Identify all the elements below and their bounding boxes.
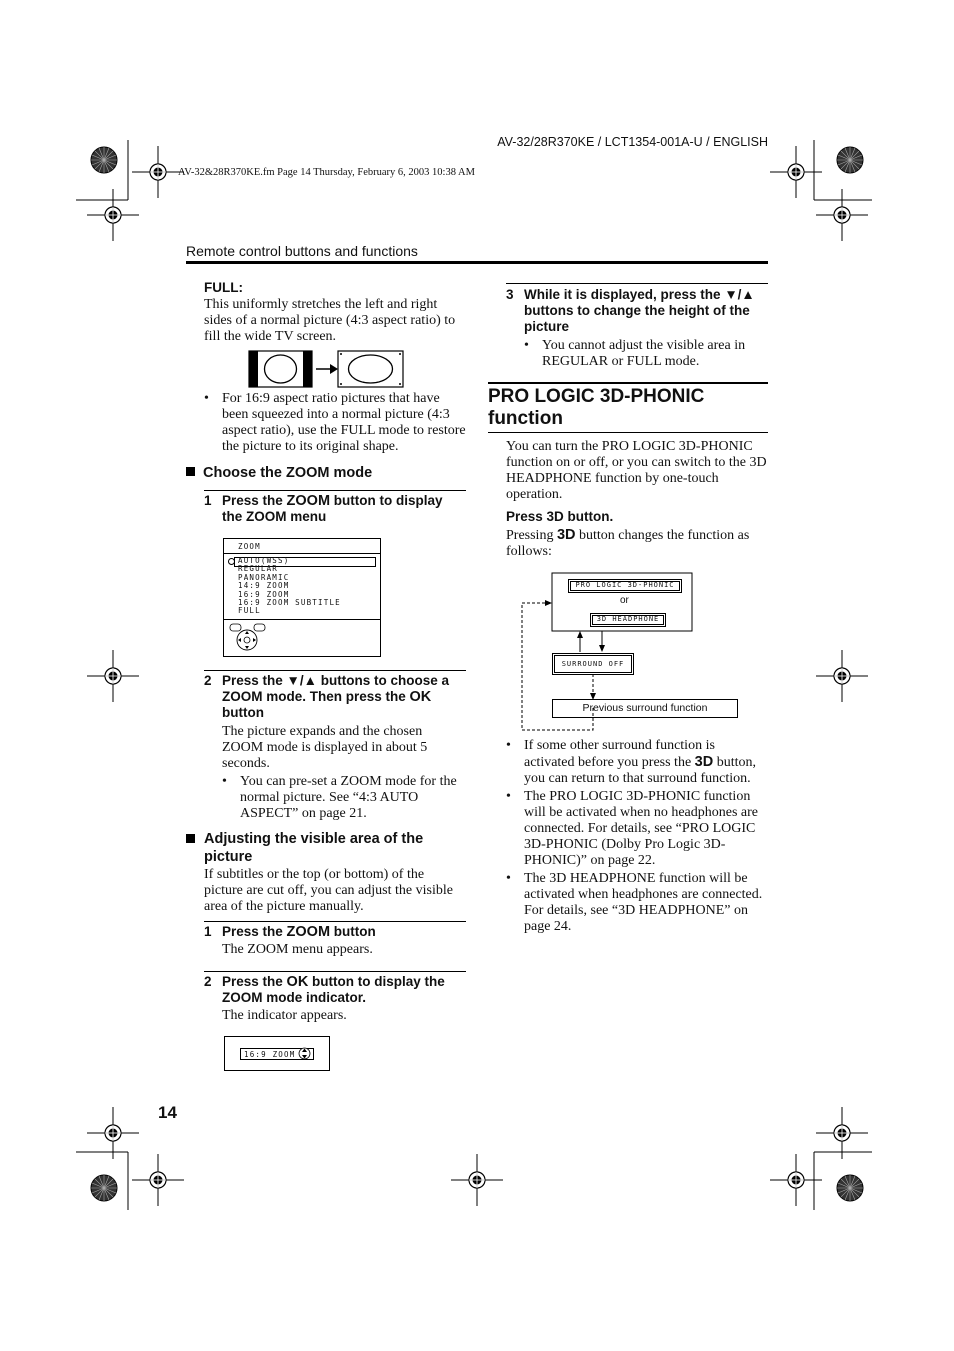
- zoom-menu-item: FULL: [238, 606, 261, 616]
- or-label: or: [620, 595, 629, 606]
- step-3-bullet: [524, 338, 768, 370]
- bullet-dot: •: [506, 871, 511, 886]
- file-info: AV-32&28R370KE.fm Page 14 Thursday, February 6, 2003 10:38 AM: [178, 167, 475, 178]
- header-rule: [186, 261, 768, 264]
- bullet-dot: •: [506, 789, 511, 804]
- pro-logic-bullet-1: • If some other surround function is activated before you press the 3D button, you can return to that surround function.: [506, 738, 756, 786]
- surround-off-label: SURROUND OFF: [552, 653, 634, 675]
- page-number: 14: [158, 1103, 177, 1122]
- zoom-step-2-text: The picture expands and the chosen ZOOM mode is displayed in about 5 seconds.: [222, 724, 428, 771]
- adjust-text: If subtitles or the top (or bottom) of the picture are cut off, you can adjust the visible area of the picture manually.: [204, 867, 453, 914]
- step-rule: [204, 670, 466, 671]
- zoom-indicator-label: 16:9 ZOOM: [240, 1048, 314, 1060]
- choose-zoom-heading: Choose the ZOOM mode: [186, 465, 372, 481]
- pro-logic-3d-phonic-label: PRO LOGIC 3D-PHONIC: [568, 579, 682, 593]
- zoom-step-2: 2 Press the ▼/▲ buttons to choose a ZOOM mode. Then press the OK button: [204, 673, 450, 720]
- full-heading: FULL:: [204, 280, 243, 295]
- zoom-step-2-bullet: [222, 774, 466, 822]
- press-3d-heading: Press 3D button.: [506, 509, 614, 524]
- square-bullet-icon: [186, 467, 195, 476]
- zoom-menu-divider: [224, 553, 380, 554]
- pro-logic-text: You can turn the PRO LOGIC 3D-PHONIC function on or off, or you can switch to the 3D HEADPHONE function by one-touch operation.: [506, 439, 767, 502]
- pro-logic-bullet-2: • The PRO LOGIC 3D-PHONIC function will be activated when no headphones are connected. For details, see “PRO LOGIC 3D-PHONIC (Dolby Pro Logic 3D-PHONIC)” on page 22.: [506, 789, 759, 868]
- bullet-dot: •: [222, 774, 227, 789]
- zoom-menu-item: 14:9 ZOOM: [238, 581, 290, 591]
- step-3-bullet-text: You cannot adjust the visible area in REGULAR or FULL mode.: [542, 338, 746, 369]
- adjust-step-3: 3 While it is displayed, press the ▼/▲ buttons to change the height of the picture: [506, 287, 755, 334]
- aspect-illustration: [248, 349, 408, 389]
- pro-logic-bullet-3: • The 3D HEADPHONE function will be activated when headphones are connected. For details, see “3D HEADPHONE” on page 24.: [506, 871, 763, 934]
- adjust-step-2-text: The indicator appears.: [222, 1008, 347, 1023]
- zoom-indicator-screen: [224, 1036, 330, 1071]
- full-bullet-text: For 16:9 aspect ratio pictures that have been squeezed into a normal picture (4:3 aspect ratio), use the FULL mode to restore the picture to its original shape.: [222, 391, 466, 454]
- zoom-step-1: 1 Press the ZOOM button to display the ZOOM menu: [204, 493, 443, 524]
- section-title: Remote control buttons and functions: [186, 243, 418, 259]
- zoom-menu-divider-2: [224, 619, 380, 620]
- zoom-menu-item: 16:9 ZOOM SUBTITLE: [238, 598, 341, 608]
- bullet-dot: •: [506, 738, 511, 753]
- zoom-step-2-bullet-text: You can pre-set a ZOOM mode for the normal picture. See “4:3 AUTO ASPECT” on page 21.: [240, 774, 457, 821]
- surround-flow-diagram: [520, 572, 740, 732]
- remote-buttons-icon: [229, 623, 269, 653]
- selection-cursor-icon: [228, 558, 235, 565]
- zoom-menu-item: AUTO(WSS): [238, 556, 290, 565]
- zoom-menu-title: ZOOM: [238, 542, 261, 551]
- adjust-step-2: 2 Press the OK button to display the ZOOM mode indicator.: [204, 974, 445, 1005]
- square-bullet-icon: [186, 834, 195, 843]
- bullet-dot: •: [204, 391, 209, 406]
- full-bullet: [204, 391, 466, 455]
- step-rule: [204, 921, 466, 922]
- zoom-menu-item: REGULAR: [238, 564, 279, 574]
- title-rule-bottom: [488, 432, 768, 433]
- bullet-dot: •: [524, 338, 529, 353]
- press-3d-text: Pressing 3D button changes the function as follows:: [506, 527, 750, 559]
- zoom-menu-screen: [223, 538, 381, 657]
- zoom-menu-list: [238, 557, 341, 616]
- adjust-step-1-text: The ZOOM menu appears.: [222, 942, 373, 957]
- adjust-step-1: 1 Press the ZOOM button: [204, 924, 376, 940]
- zoom-menu-item: 16:9 ZOOM: [238, 589, 290, 599]
- step-rule: [506, 283, 768, 284]
- up-down-arrows-icon: [298, 1047, 311, 1060]
- title-rule-top: [488, 382, 768, 384]
- pro-logic-title: PRO LOGIC 3D-PHONIC function: [488, 386, 705, 429]
- full-text: This uniformly stretches the left and right sides of a normal picture (4:3 aspect ratio) to fill the wide TV screen.: [204, 297, 456, 344]
- zoom-menu-item: PANORAMIC: [238, 572, 290, 582]
- 3d-headphone-label: 3D HEADPHONE: [590, 613, 666, 627]
- doc-code: AV-32/28R370KE / LCT1354-001A-U / ENGLISH: [497, 135, 768, 149]
- step-rule: [204, 971, 466, 972]
- step-rule: [204, 490, 466, 491]
- previous-surround-label: Previous surround function: [552, 699, 738, 718]
